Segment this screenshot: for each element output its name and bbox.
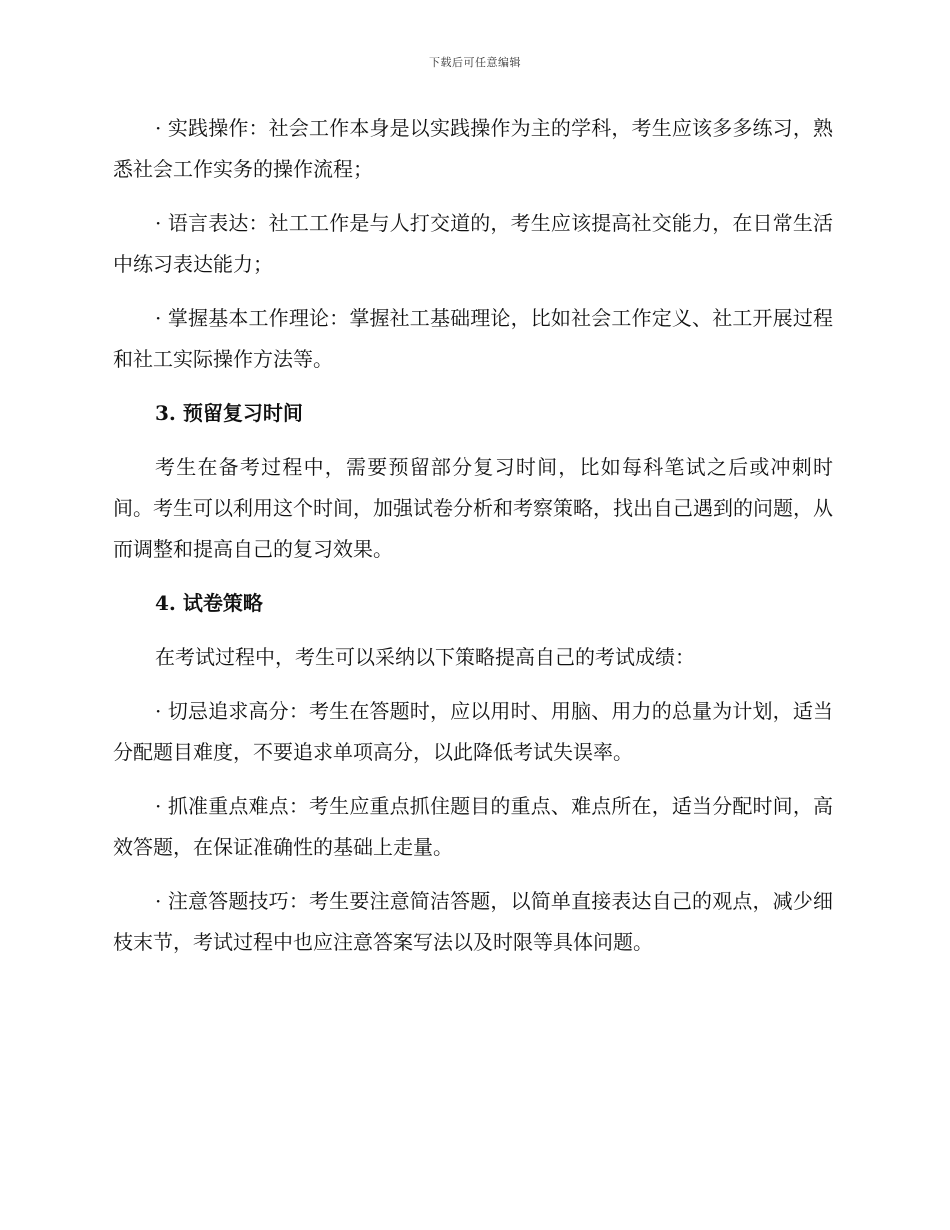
section-heading-review-time: 3. 预留复习时间 <box>155 401 303 425</box>
bullet-basic-theory: · 掌握基本工作理论：掌握社工基础理论，比如社会工作定义、社工开展过程和社工实际操作方法等。 <box>113 306 833 371</box>
bullet-answer-skills: · 注意答题技巧：考生要注意简洁答题，以简单直接表达自己的观点，减少细枝末节，考试过程中也应注意答案写法以及时限等具体问题。 <box>113 889 833 954</box>
section-heading-exam-strategy: 4. 试卷策略 <box>155 591 263 615</box>
paragraph-review-time: 考生在备考过程中，需要预留部分复习时间，比如每科笔试之后或冲刺时间。考生可以利用这个时间，加强试卷分析和考察策略，找出自己遇到的问题，从而调整和提高自己的复习效果。 <box>113 455 833 561</box>
paragraph-strategy-intro: 在考试过程中，考生可以采纳以下策略提高自己的考试成绩： <box>155 645 695 669</box>
bullet-practice: · 实践操作：社会工作本身是以实践操作为主的学科，考生应该多多练习，熟悉社会工作实务的操作流程； <box>113 116 833 181</box>
page-header-note: 下载后可任意编辑 <box>429 56 521 69</box>
bullet-key-points: · 抓准重点难点：考生应重点抓住题目的重点、难点所在，适当分配时间，高效答题，在保证准确性的基础上走量。 <box>113 794 833 859</box>
bullet-avoid-high-score: · 切忌追求高分：考生在答题时，应以用时、用脑、用力的总量为计划，适当分配题目难度，不要追求单项高分，以此降低考试失误率。 <box>113 699 833 764</box>
bullet-language-expression: · 语言表达：社工工作是与人打交道的，考生应该提高社交能力，在日常生活中练习表达能力； <box>113 211 833 276</box>
document-body <box>113 108 833 963</box>
